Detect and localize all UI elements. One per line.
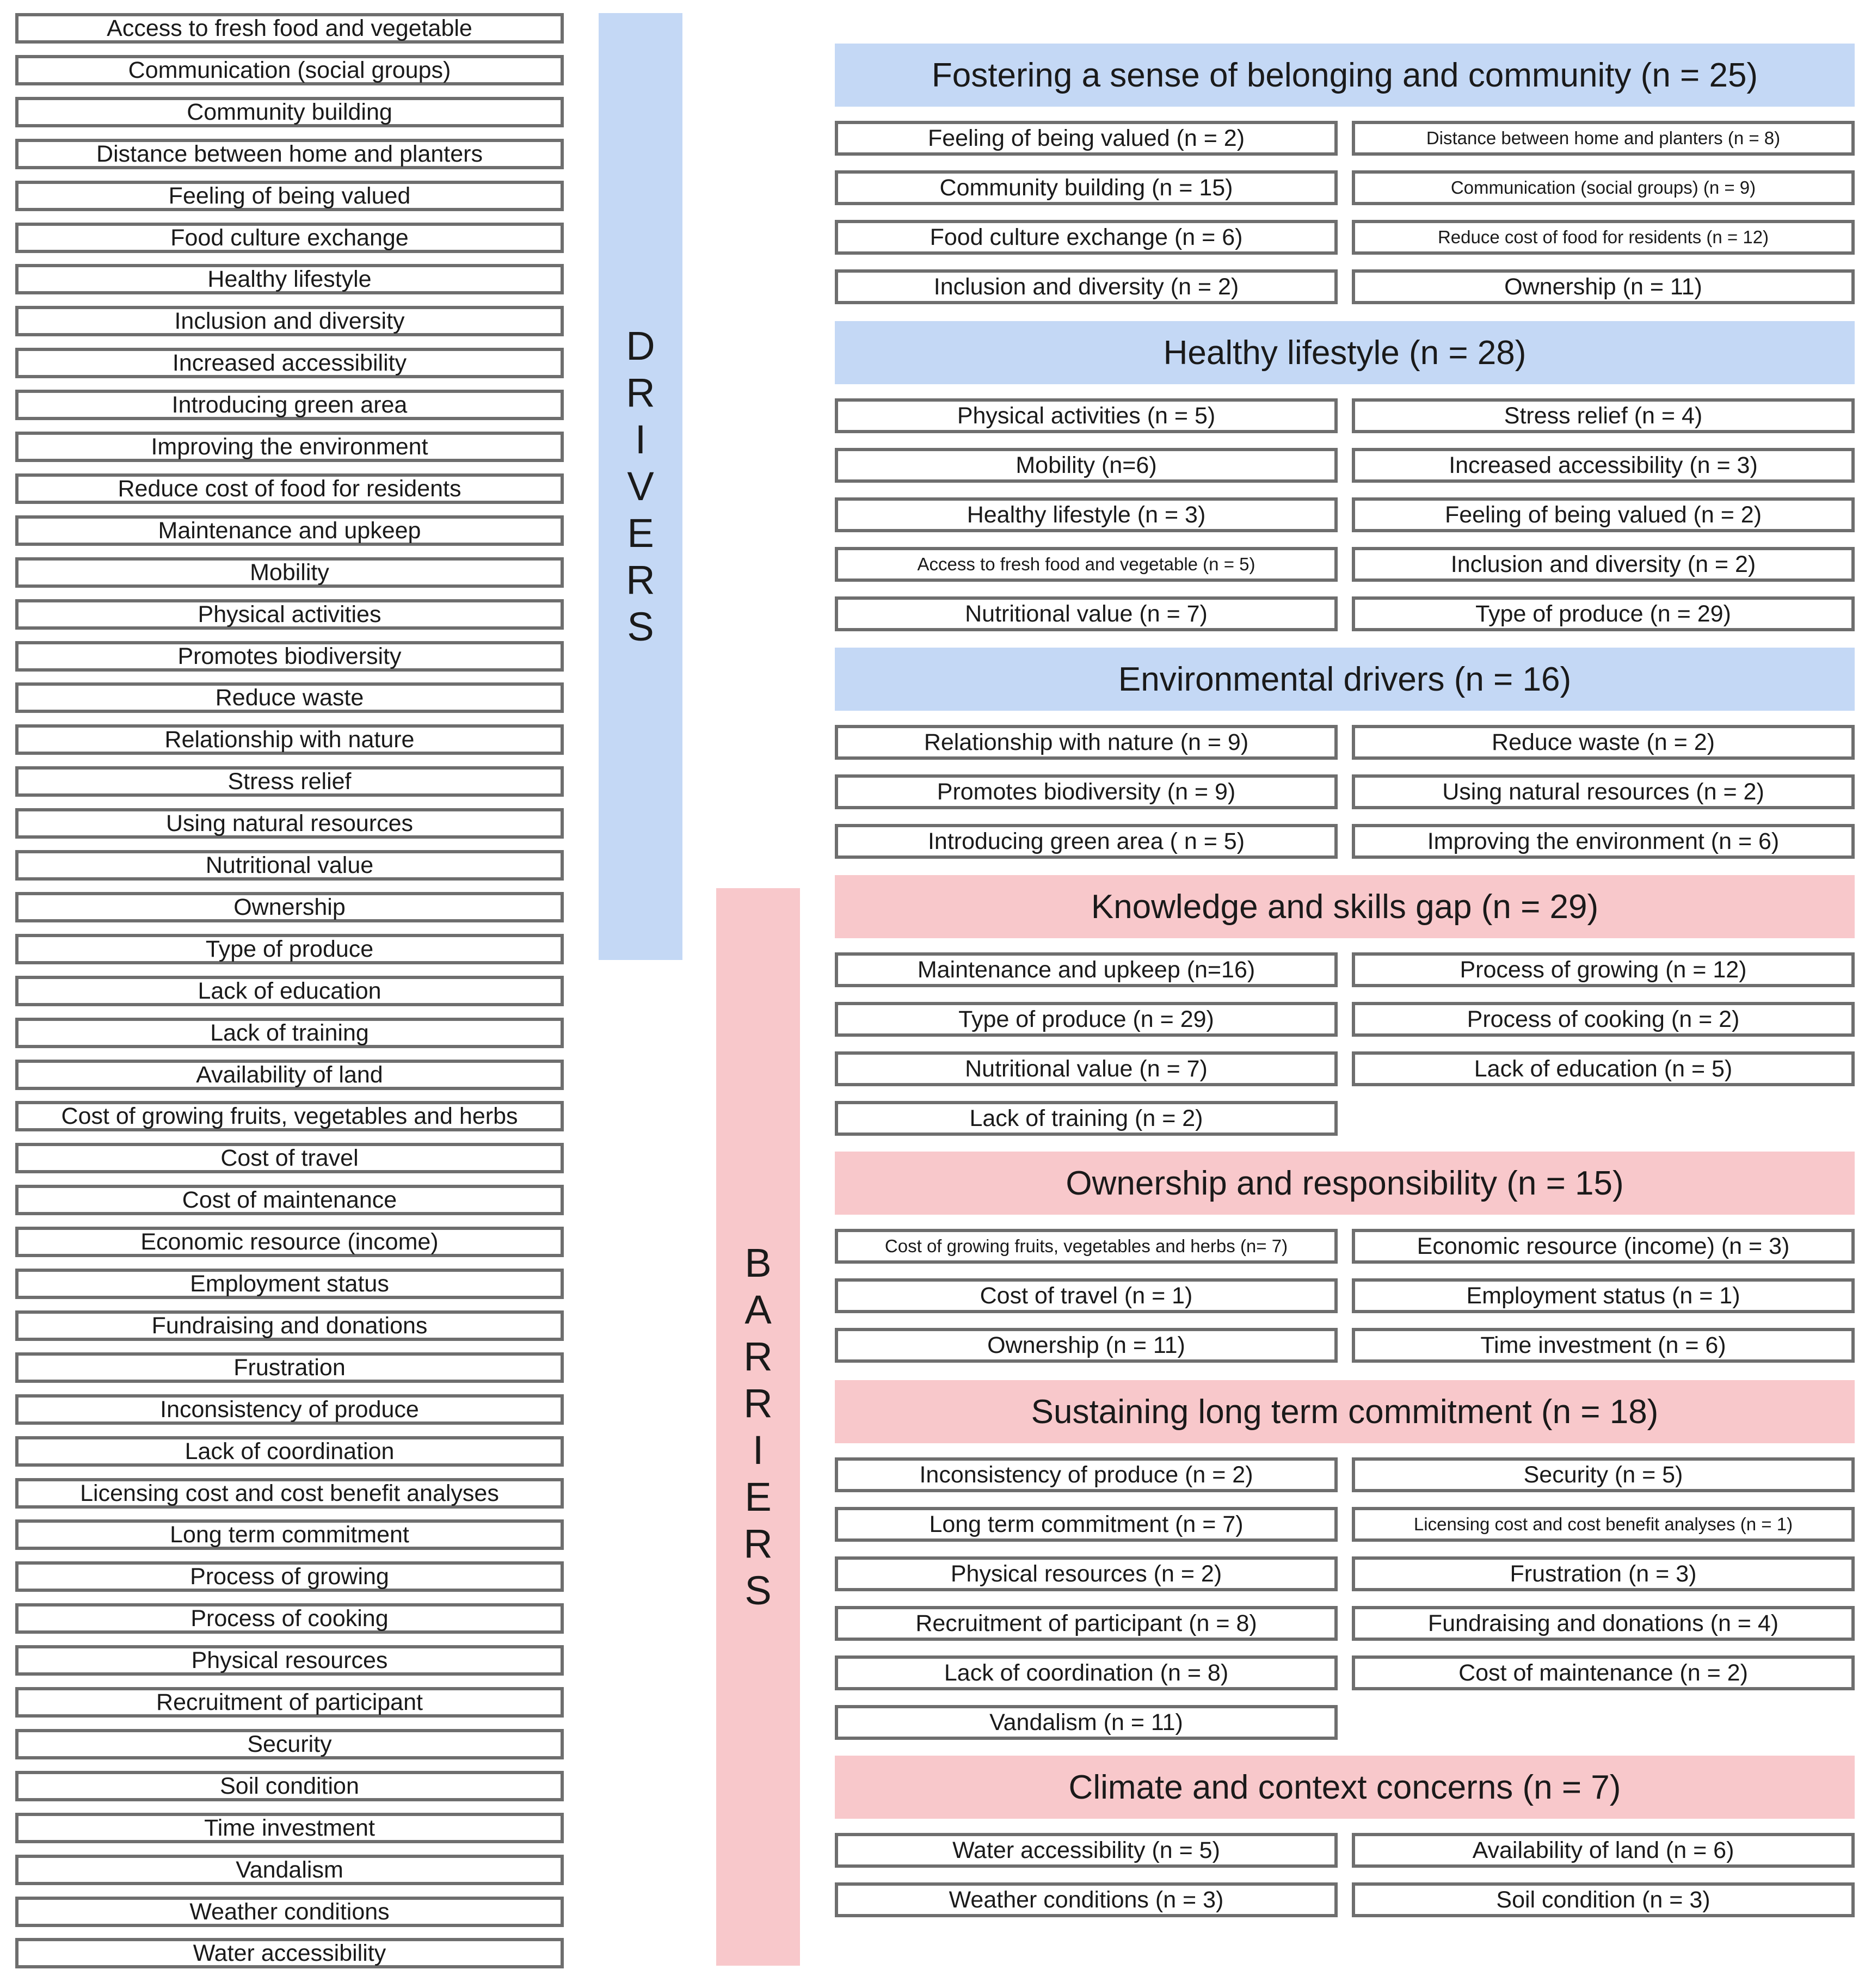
code-item: Healthy lifestyle [15,264,564,294]
theme-code: Relationship with nature (n = 9) [835,725,1338,760]
code-item: Cost of maintenance [15,1185,564,1215]
code-item: Using natural resources [15,808,564,839]
theme-code: Soil condition (n = 3) [1352,1882,1855,1917]
theme-code: Long term commitment (n = 7) [835,1507,1338,1542]
code-item: Cost of growing fruits, vegetables and herbs [15,1101,564,1131]
drivers-letter: S [627,604,654,649]
code-item: Ownership [15,892,564,922]
theme-code: Lack of training (n = 2) [835,1101,1338,1136]
theme-code: Inclusion and diversity (n = 2) [1352,547,1855,582]
theme-code: Economic resource (income) (n = 3) [1352,1229,1855,1264]
theme-code: Nutritional value (n = 7) [835,1051,1338,1086]
barriers-letter: I [752,1427,764,1473]
theme-code: Introducing green area ( n = 5) [835,824,1338,859]
theme-header: Ownership and responsibility (n = 15) [835,1152,1855,1215]
theme-code: Food culture exchange (n = 6) [835,220,1338,255]
theme-code: Physical resources (n = 2) [835,1556,1338,1591]
barriers-letter: R [743,1381,773,1426]
code-item: Food culture exchange [15,223,564,253]
drivers-letter: V [627,464,654,509]
code-item: Licensing cost and cost benefit analyses [15,1478,564,1509]
theme-code: Process of growing (n = 12) [1352,952,1855,987]
theme-code: Lack of coordination (n = 8) [835,1655,1338,1690]
barriers-label [716,888,800,1966]
theme-code: Improving the environment (n = 6) [1352,824,1855,859]
theme-code: Water accessibility (n = 5) [835,1833,1338,1868]
theme-code: Inconsistency of produce (n = 2) [835,1457,1338,1492]
theme-code: Maintenance and upkeep (n=16) [835,952,1338,987]
theme-code: Healthy lifestyle (n = 3) [835,497,1338,532]
code-item: Vandalism [15,1855,564,1885]
code-item: Process of cooking [15,1603,564,1634]
theme-header: Environmental drivers (n = 16) [835,648,1855,711]
code-item: Introducing green area [15,390,564,420]
barriers-letter: A [744,1287,772,1332]
barriers-letter: E [744,1474,772,1519]
theme-header: Climate and context concerns (n = 7) [835,1756,1855,1819]
code-item: Reduce waste [15,682,564,713]
barriers-letter: B [744,1240,772,1285]
code-item: Weather conditions [15,1897,564,1927]
code-item: Reduce cost of food for residents [15,473,564,504]
theme-code: Nutritional value (n = 7) [835,596,1338,631]
theme-code: Promotes biodiversity (n = 9) [835,774,1338,809]
drivers-band [599,13,682,960]
code-item: Feeling of being valued [15,181,564,211]
code-item: Access to fresh food and vegetable [15,13,564,44]
barriers-band [716,888,800,1966]
theme-code: Vandalism (n = 11) [835,1705,1338,1740]
theme-header: Healthy lifestyle (n = 28) [835,321,1855,384]
theme-code: Fundraising and donations (n = 4) [1352,1606,1855,1641]
theme-header: Sustaining long term commitment (n = 18) [835,1380,1855,1443]
code-item: Lack of education [15,976,564,1006]
code-item: Long term commitment [15,1519,564,1550]
theme-code: Type of produce (n = 29) [835,1002,1338,1037]
theme-code: Frustration (n = 3) [1352,1556,1855,1591]
theme-code: Time investment (n = 6) [1352,1328,1855,1363]
code-item: Lack of training [15,1018,564,1048]
theme-code: Reduce waste (n = 2) [1352,725,1855,760]
code-item: Relationship with nature [15,724,564,755]
theme-code: Access to fresh food and vegetable (n = 5) [835,547,1338,582]
code-item: Recruitment of participant [15,1687,564,1718]
code-item: Mobility [15,557,564,588]
theme-code: Reduce cost of food for residents (n = 12) [1352,220,1855,255]
theme-code: Increased accessibility (n = 3) [1352,448,1855,483]
code-item: Nutritional value [15,850,564,881]
drivers-letter: I [635,417,647,462]
theme-code: Community building (n = 15) [835,170,1338,205]
theme-code: Licensing cost and cost benefit analyses (n = 1) [1352,1507,1855,1542]
theme-code: Weather conditions (n = 3) [835,1882,1338,1917]
code-item: Lack of coordination [15,1436,564,1467]
theme-code: Mobility (n=6) [835,448,1338,483]
theme-code: Cost of growing fruits, vegetables and herbs (n= 7) [835,1229,1338,1264]
drivers-letter: R [626,370,655,415]
drivers-letter: D [626,323,655,368]
code-item: Type of produce [15,934,564,964]
theme-code: Recruitment of participant (n = 8) [835,1606,1338,1641]
barriers-letter: R [743,1334,773,1379]
theme-code: Physical activities (n = 5) [835,398,1338,433]
theme-code: Security (n = 5) [1352,1457,1855,1492]
code-item: Security [15,1729,564,1759]
theme-code: Communication (social groups) (n = 9) [1352,170,1855,205]
theme-code: Cost of maintenance (n = 2) [1352,1655,1855,1690]
barriers-letter: R [743,1521,773,1566]
code-item: Promotes biodiversity [15,641,564,672]
theme-code: Feeling of being valued (n = 2) [1352,497,1855,532]
code-item: Improving the environment [15,432,564,462]
code-item: Inclusion and diversity [15,306,564,336]
code-item: Physical resources [15,1645,564,1676]
code-item: Maintenance and upkeep [15,515,564,546]
drivers-letter: R [626,557,655,602]
theme-code: Ownership (n = 11) [1352,269,1855,304]
theme-code: Stress relief (n = 4) [1352,398,1855,433]
code-item: Employment status [15,1269,564,1299]
barriers-letter: S [744,1568,772,1613]
code-item: Availability of land [15,1060,564,1090]
theme-code: Employment status (n = 1) [1352,1278,1855,1313]
code-item: Time investment [15,1813,564,1843]
code-item: Inconsistency of produce [15,1394,564,1425]
drivers-label [599,13,682,960]
code-item: Soil condition [15,1771,564,1801]
theme-code: Type of produce (n = 29) [1352,596,1855,631]
theme-code: Ownership (n = 11) [835,1328,1338,1363]
theme-code: Availability of land (n = 6) [1352,1833,1855,1868]
code-item: Stress relief [15,766,564,797]
code-item: Physical activities [15,599,564,630]
code-item: Frustration [15,1352,564,1383]
code-item: Cost of travel [15,1143,564,1173]
theme-code: Process of cooking (n = 2) [1352,1002,1855,1037]
code-item: Increased accessibility [15,348,564,378]
theme-code: Distance between home and planters (n = 8) [1352,121,1855,156]
code-item: Water accessibility [15,1938,564,1968]
theme-code: Feeling of being valued (n = 2) [835,121,1338,156]
code-item: Fundraising and donations [15,1310,564,1341]
theme-header: Knowledge and skills gap (n = 29) [835,875,1855,938]
code-item: Economic resource (income) [15,1227,564,1257]
code-item: Distance between home and planters [15,139,564,169]
drivers-letter: E [627,510,654,556]
code-item: Process of growing [15,1561,564,1592]
theme-code: Inclusion and diversity (n = 2) [835,269,1338,304]
code-item: Communication (social groups) [15,55,564,85]
code-item: Community building [15,97,564,127]
theme-header: Fostering a sense of belonging and community (n = 25) [835,44,1855,107]
theme-code: Lack of education (n = 5) [1352,1051,1855,1086]
theme-code: Cost of travel (n = 1) [835,1278,1338,1313]
theme-code: Using natural resources (n = 2) [1352,774,1855,809]
